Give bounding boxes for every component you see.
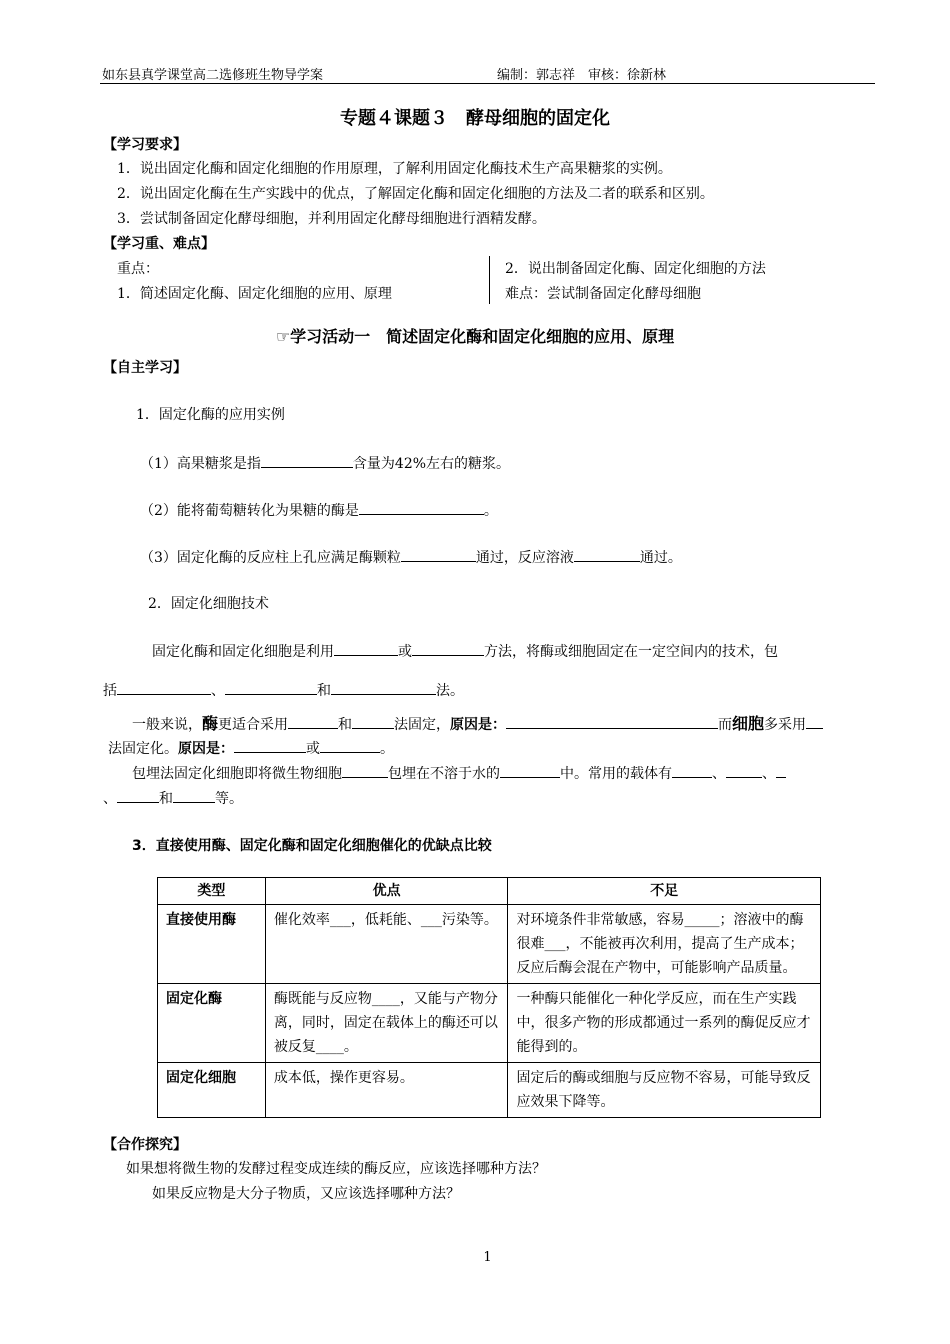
fill-blank[interactable] [401, 546, 476, 562]
fill-blank[interactable] [320, 737, 380, 753]
fill-blank[interactable] [261, 452, 353, 468]
question-text: 通过，反应溶液 [475, 550, 574, 566]
fill-blank[interactable] [506, 713, 718, 729]
header-divider [100, 83, 875, 84]
paragraph-text: 法固定化。 [108, 741, 178, 757]
requirement-item: 3．尝试制备固定化酵母细胞，并利用固定化酵母细胞进行酒精发酵。 [117, 211, 546, 227]
emphasis-text: 细胞 [732, 714, 765, 733]
activity-title [0, 324, 950, 347]
keypoint-item: 2．说出制备固定化酶、固定化细胞的方法 [505, 261, 766, 277]
requirements-heading: 【学习要求】 [103, 137, 187, 153]
fill-blank[interactable] [776, 762, 786, 778]
paragraph-text: 包埋法固定化细胞即将微生物细胞 [132, 766, 342, 782]
paragraph-text: 、 [211, 683, 225, 699]
question-text: 通过。 [639, 550, 682, 566]
row-con: 一种酶只能催化一种化学反应，而在生产实践中，很多产物的形成都通过一系列的酶促反应才能得到的。 [508, 984, 821, 1063]
question-1 [140, 452, 510, 473]
column-header: 不足 [508, 878, 821, 905]
fill-blank[interactable] [117, 679, 211, 695]
fill-blank[interactable] [334, 640, 398, 656]
paragraph-text: 法。 [436, 683, 464, 699]
question-text: 。 [483, 503, 498, 519]
header-left: 如东县真学课堂高二选修班生物导学案 [102, 68, 324, 83]
compare-heading: 3．直接使用酶、固定化酶和固定化细胞催化的优缺点比较 [132, 838, 492, 854]
question-text: （1）高果糖浆是指 [140, 456, 261, 472]
header-right: 编制：郭志祥 审核：徐新林 [497, 68, 667, 83]
fill-blank[interactable] [806, 713, 823, 729]
paragraph-text: 多采用 [764, 717, 807, 733]
row-type: 固定化酶 [158, 984, 266, 1063]
table-row [158, 984, 821, 1063]
paragraph-text: 法固定， [394, 717, 451, 733]
subsection-title: 1．固定化酶的应用实例 [136, 407, 285, 423]
question-2 [140, 499, 498, 520]
paragraph-line [152, 640, 778, 661]
row-pro: 酶既能与反应物____，又能与产物分离，同时，固定在载体上的酶还可以被反复____。 [265, 984, 508, 1063]
question-3 [140, 546, 682, 567]
row-type: 固定化细胞 [158, 1063, 266, 1118]
paragraph-text: 、 [103, 791, 117, 807]
pointing-hand-icon: ☞ [275, 327, 291, 346]
requirement-item: 2．说出固定化酶在生产实践中的优点，了解固定化酶和固定化细胞的方法及二者的联系和区别。 [117, 186, 714, 202]
question-text: （3）固定化酶的反应柱上孔应满足酶颗粒 [140, 550, 401, 566]
inquiry-question: 如果反应物是大分子物质，又应该选择哪种方法？ [152, 1186, 460, 1202]
column-header: 优点 [265, 878, 508, 905]
table-row [158, 1063, 821, 1118]
fill-blank[interactable] [331, 679, 436, 695]
table-header-row [158, 878, 821, 905]
subsection-title: 2．固定化细胞技术 [148, 596, 269, 612]
paragraph-text: 。 [380, 741, 394, 757]
paragraph-text: 括 [103, 683, 117, 699]
paragraph-text: 、 [762, 766, 776, 782]
paragraph-text: 一般来说， [132, 717, 202, 733]
table-row [158, 905, 821, 984]
page-title: 专题４课题３ 酵母细胞的固定化 [340, 108, 610, 129]
difficulty-item: 难点：尝试制备固定化酵母细胞 [505, 286, 701, 302]
page-number: 1 [483, 1250, 492, 1265]
fill-blank[interactable] [412, 640, 484, 656]
inquiry-question: 如果想将微生物的发酵过程变成连续的酶反应，应该选择哪种方法？ [126, 1161, 546, 1177]
keypoint-item: 1．简述固定化酶、固定化细胞的应用、原理 [117, 286, 392, 302]
fill-blank[interactable] [173, 787, 215, 803]
paragraph-line [132, 711, 823, 734]
fill-blank[interactable] [225, 679, 317, 695]
self-study-heading: 【自主学习】 [103, 360, 187, 376]
paragraph-text: 和 [317, 683, 331, 699]
paragraph-text: 方法，将酶或细胞固定在一定空间内的技术，包 [484, 644, 778, 660]
emphasis-text: 原因是： [450, 717, 507, 733]
question-text: 含量为42%左右的糖浆。 [352, 456, 511, 472]
fill-blank[interactable] [500, 762, 560, 778]
paragraph-text: 、 [712, 766, 726, 782]
paragraph-line [132, 762, 786, 783]
fill-blank[interactable] [352, 713, 394, 729]
paragraph-line [103, 679, 464, 700]
paragraph-text: 或 [398, 644, 412, 660]
fill-blank[interactable] [672, 762, 712, 778]
paragraph-text: 和 [159, 791, 173, 807]
row-type: 直接使用酶 [158, 905, 266, 984]
row-pro: 成本低，操作更容易。 [265, 1063, 508, 1118]
fill-blank[interactable] [726, 762, 762, 778]
paragraph-text: 包埋在不溶于水的 [388, 766, 500, 782]
row-con: 对环境条件非常敏感，容易_____；溶液中的酶很难___，不能被再次利用，提高了生产成本；反应后酶会混在产物中，可能影响产品质量。 [508, 905, 821, 984]
row-pro: 催化效率___，低耗能、___污染等。 [265, 905, 508, 984]
requirement-item: 1．说出固定化酶和固定化细胞的作用原理，了解利用固定化酶技术生产高果糖浆的实例。 [117, 161, 672, 177]
column-header: 类型 [158, 878, 266, 905]
paragraph-text: 或 [306, 741, 320, 757]
fill-blank[interactable] [359, 499, 484, 515]
cooperate-heading: 【合作探究】 [103, 1137, 187, 1153]
fill-blank[interactable] [574, 546, 640, 562]
keypoints-divider [489, 256, 490, 304]
emphasis-text: 酶 [202, 714, 219, 733]
fill-blank[interactable] [117, 787, 159, 803]
keypoint-label: 重点： [117, 261, 159, 277]
fill-blank[interactable] [288, 713, 338, 729]
fill-blank[interactable] [234, 737, 306, 753]
paragraph-text: 和 [338, 717, 353, 733]
paragraph-text: 中。常用的载体有 [560, 766, 672, 782]
emphasis-text: 原因是： [178, 741, 234, 757]
fill-blank[interactable] [342, 762, 388, 778]
paragraph-text: 更适合采用 [218, 717, 289, 733]
comparison-table [157, 877, 821, 1118]
keypoints-heading: 【学习重、难点】 [103, 236, 215, 252]
paragraph-text: 等。 [215, 791, 243, 807]
paragraph-text: 而 [718, 717, 733, 733]
paragraph-text: 固定化酶和固定化细胞是利用 [152, 644, 334, 660]
paragraph-line [103, 787, 243, 808]
activity-title-text: 学习活动一 简述固定化酶和固定化细胞的应用、原理 [290, 327, 675, 346]
row-con: 固定后的酶或细胞与反应物不容易，可能导致反应效果下降等。 [508, 1063, 821, 1118]
question-text: （2）能将葡萄糖转化为果糖的酶是 [140, 503, 359, 519]
paragraph-line [108, 737, 394, 758]
